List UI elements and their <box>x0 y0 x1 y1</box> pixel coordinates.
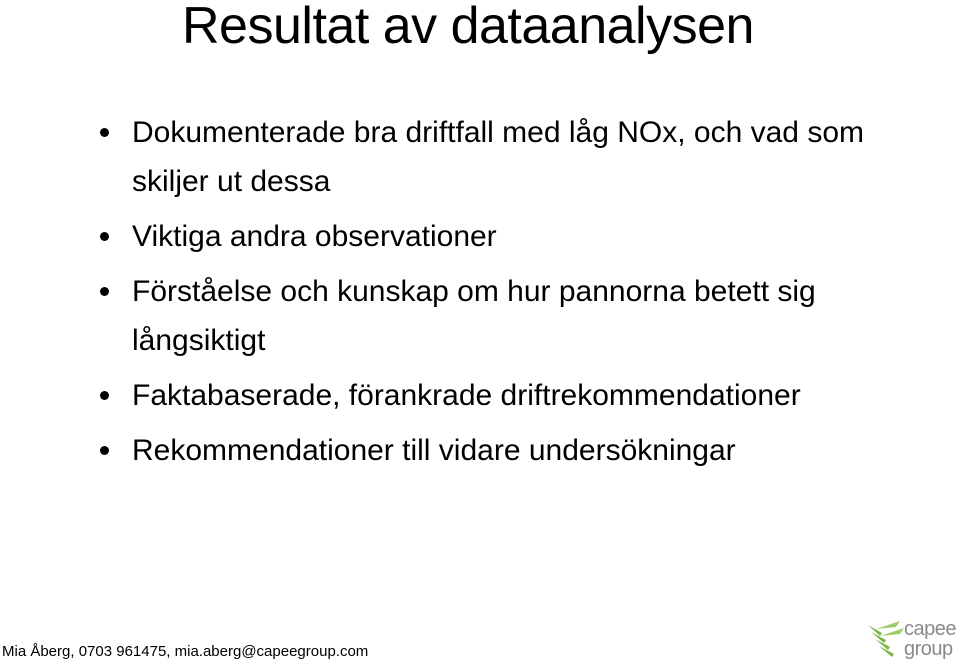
bullet-dot-icon <box>100 232 109 241</box>
logo-line-2: group <box>904 638 953 660</box>
bullet-list <box>98 108 928 481</box>
footer-contact: Mia Åberg, 0703 961475, mia.aberg@capeegroup.com <box>2 643 369 660</box>
bullet-item <box>98 426 928 475</box>
bullet-item <box>98 212 928 261</box>
slide-title: Resultat av dataanalysen <box>182 0 754 55</box>
bullet-text: Dokumenterade bra driftfall med låg NOx, och vad som skiljer ut dessa <box>132 116 864 198</box>
logo-line-1: capee <box>904 618 956 640</box>
bullet-text: Viktiga andra observationer <box>132 220 497 253</box>
bullet-dot-icon <box>100 446 109 455</box>
bullet-item <box>98 267 928 365</box>
bullet-text: Förståelse och kunskap om hur pannorna betett sig långsiktigt <box>132 275 816 357</box>
capee-logo <box>866 619 954 663</box>
capee-leaf-icon <box>866 619 908 663</box>
logo-wordmark <box>904 619 956 659</box>
bullet-dot-icon <box>100 128 109 137</box>
bullet-text: Faktabaserade, förankrade driftrekommendationer <box>132 379 801 412</box>
bullet-text: Rekommendationer till vidare undersökningar <box>132 434 736 467</box>
bullet-item <box>98 108 928 206</box>
bullet-dot-icon <box>100 391 109 400</box>
bullet-item <box>98 371 928 420</box>
bullet-dot-icon <box>100 287 109 296</box>
